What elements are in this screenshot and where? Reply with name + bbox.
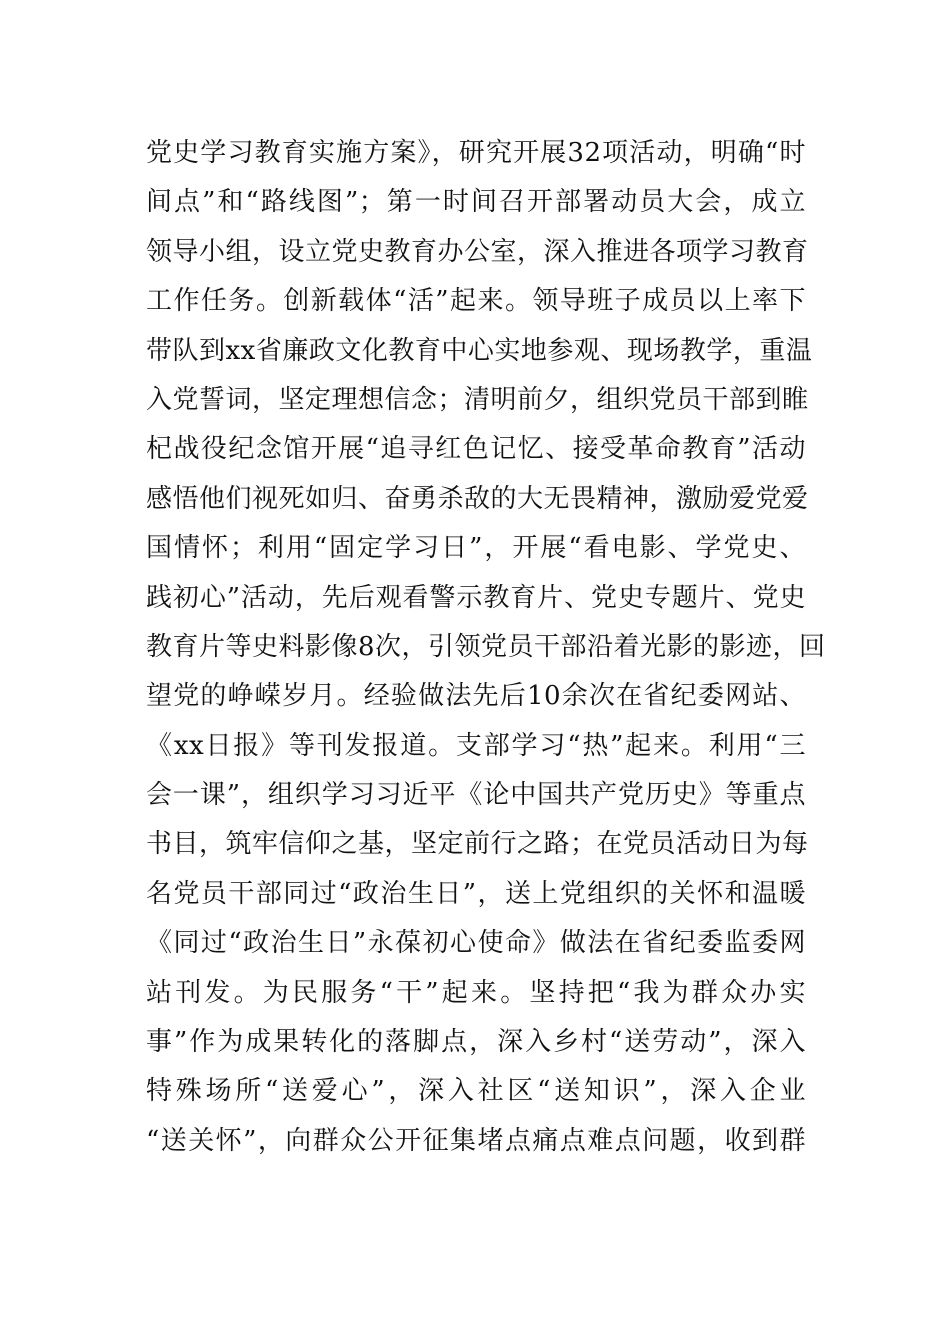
text-line: 教育片等史料影像8次，引领党员干部沿着光影的影迹，回	[146, 631, 826, 662]
text-line: 《xx日报》等刊发报道。支部学习“热”起来。利用“三	[146, 730, 806, 761]
text-line: 《同过“政治生日”永葆初心使命》做法在省纪委监委网	[146, 928, 806, 959]
body-paragraph	[146, 129, 826, 1166]
text-line: 杞战役纪念馆开展“追寻红色记忆、接受革命教育”活动	[146, 434, 806, 465]
text-line: 间点”和“路线图”；第一时间召开部署动员大会，成立	[146, 187, 806, 218]
text-line: 感悟他们视死如归、奋勇杀敌的大无畏精神，激励爱党爱	[146, 483, 809, 514]
text-line: 站刊发。为民服务“干”起来。坚持把“我为群众办实	[146, 977, 806, 1008]
text-line: 领导小组，设立党史教育办公室，深入推进各项学习教育	[146, 236, 809, 267]
text-line: 践初心”活动，先后观看警示教育片、党史专题片、党史	[146, 582, 806, 613]
text-line: 带队到xx省廉政文化教育中心实地参观、现场教学，重温	[146, 335, 813, 366]
text-line: 名党员干部同过“政治生日”，送上党组织的关怀和温暖	[146, 878, 806, 909]
text-line: 工作任务。创新载体“活”起来。领导班子成员以上率下	[146, 286, 806, 317]
text-line: 会一课”，组织学习习近平《论中国共产党历史》等重点	[146, 780, 806, 811]
text-line: “送关怀”，向群众公开征集堵点痛点难点问题，收到群	[146, 1125, 806, 1156]
text-line: 特殊场所“送爱心”，深入社区“送知识”，深入企业	[146, 1076, 806, 1107]
text-line: 入党誓词，坚定理想信念；清明前夕，组织党员干部到睢	[146, 384, 809, 415]
text-line: 党史学习教育实施方案》，研究开展32项活动，明确“时	[146, 138, 806, 168]
text-line: 望党的峥嵘岁月。经验做法先后10余次在省纪委网站、	[146, 681, 806, 712]
text-line: 事”作为成果转化的落脚点，深入乡村“送劳动”，深入	[146, 1027, 806, 1058]
text-line: 国情怀；利用“固定学习日”，开展“看电影、学党史、	[146, 533, 806, 564]
text-line: 书目，筑牢信仰之基，坚定前行之路；在党员活动日为每	[146, 829, 809, 860]
